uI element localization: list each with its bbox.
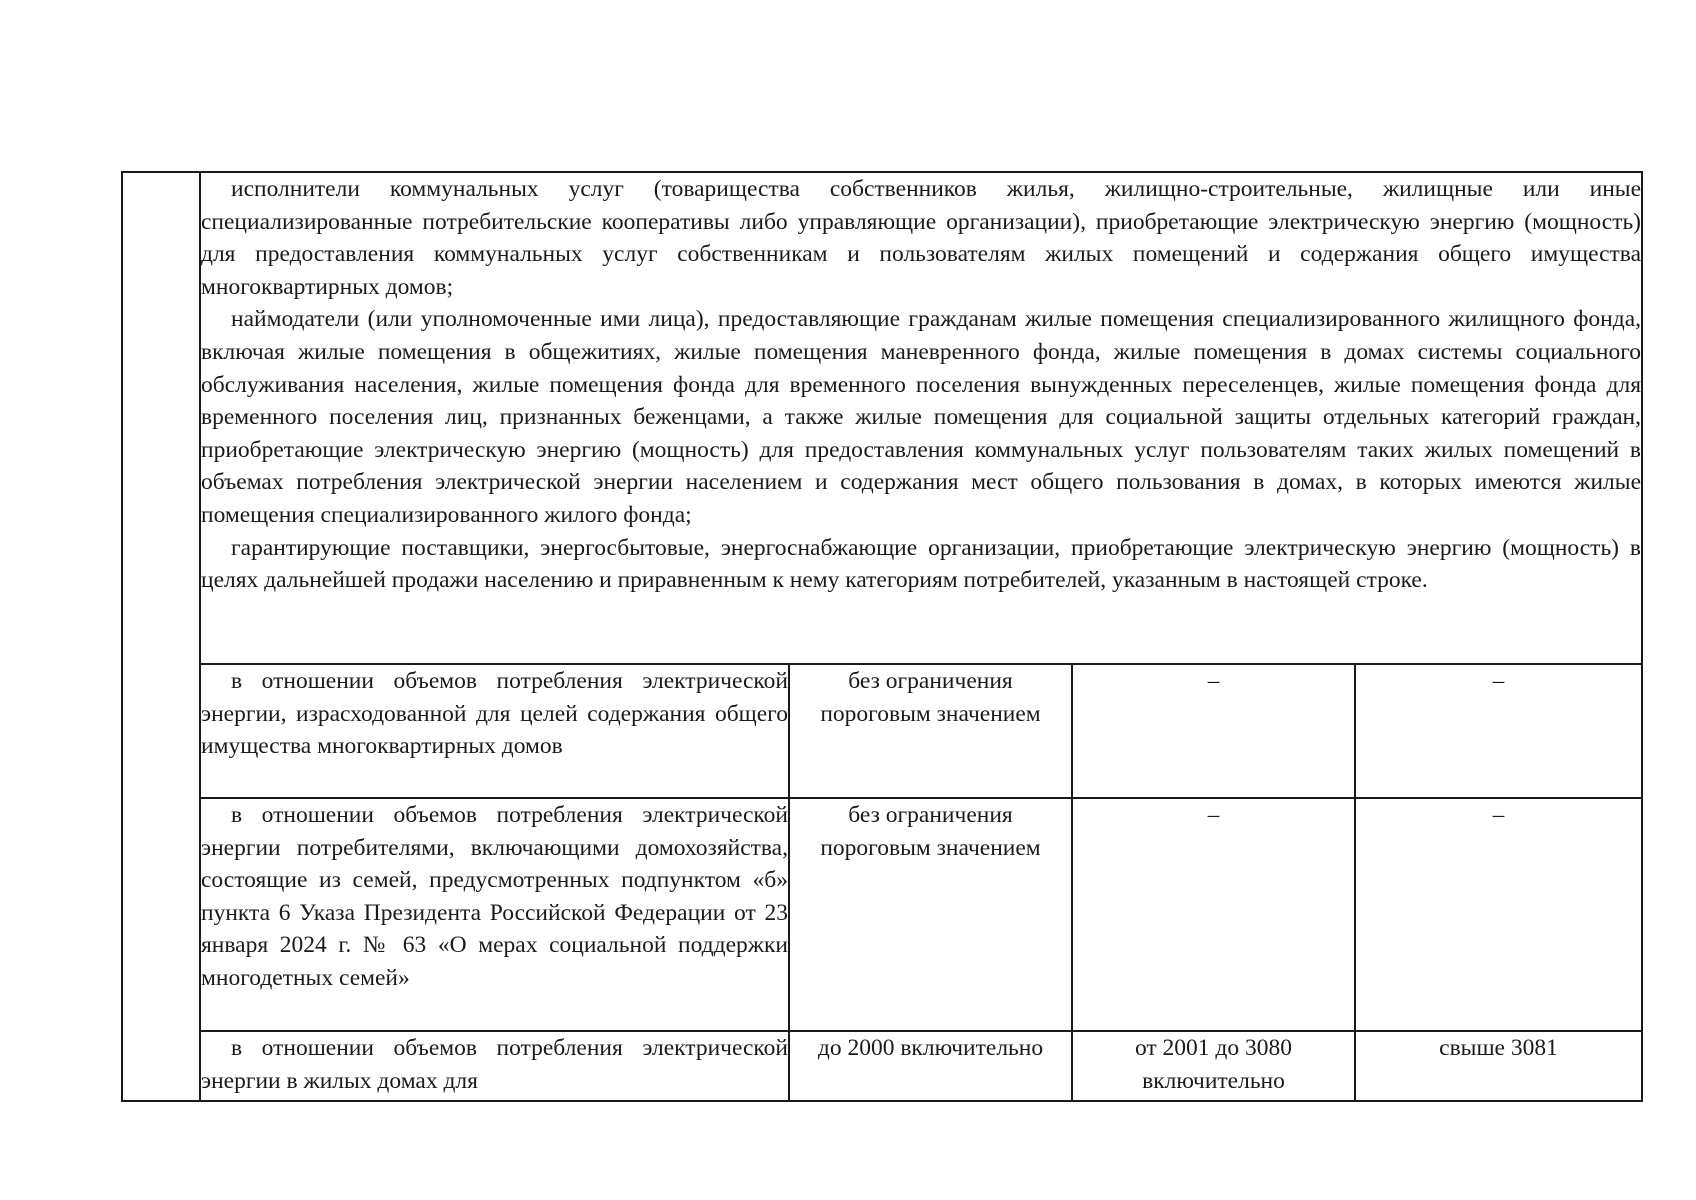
upper-cell [1355, 664, 1642, 798]
threshold-cell [789, 664, 1072, 798]
row-description-text: в отношении объемов потребления электрической энергии в жилых домах для [201, 1035, 788, 1094]
upper-cell [1355, 1031, 1642, 1101]
row-description [200, 1031, 789, 1101]
row-description [200, 798, 789, 1031]
row-description-text: в отношении объемов потребления электрической энергии потребителями, включающими домохозяйства, состоящие из семей, предусмотренных подпунктом «б» пункта 6 Указа Президента Российской Федерации от 23 января 2024 г. № 63 «О мерах социальной поддержки многодетных семей» [201, 802, 788, 991]
range-cell [1072, 798, 1355, 1031]
row-description-text: в отношении объемов потребления электрической энергии, израсходованной для целей содержания общего имущества многоквартирных домов [201, 668, 788, 760]
row-number-cell [122, 172, 200, 1101]
table-row [122, 798, 1642, 1031]
row-description [200, 664, 789, 798]
dash-value: – [1207, 802, 1220, 827]
threshold-cell [789, 798, 1072, 1031]
intro-cell [200, 172, 1642, 664]
table-row [122, 664, 1642, 798]
threshold-value: без ограничения пороговым значением [820, 668, 1041, 727]
dash-value: – [1207, 668, 1220, 693]
tariff-table [121, 171, 1643, 1102]
range-cell [1072, 664, 1355, 798]
upper-cell [1355, 798, 1642, 1031]
range-cell [1072, 1031, 1355, 1101]
table-row [122, 172, 1642, 664]
upper-value: свыше 3081 [1439, 1035, 1558, 1061]
table-row [122, 1031, 1642, 1101]
threshold-value: до 2000 включительно [817, 1035, 1044, 1061]
paragraph-utility-providers: исполнители коммунальных услуг (товарищества собственников жилья, жилищно-строительные, жилищные или иные специализированные потребительские кооперативы либо управляющие организации), приобретающие электрическую энергию (мощность) для предоставления коммунальных услуг собственникам и пользователям жилых помещений и содержания общего имущества многоквартирных домов; [201, 176, 1642, 300]
dash-value: – [1492, 802, 1505, 827]
range-value: от 2001 до 3080 включительно [1134, 1035, 1293, 1094]
threshold-value: без ограничения пороговым значением [820, 802, 1041, 861]
dash-value: – [1492, 668, 1505, 693]
paragraph-landlords: наймодатели (или уполномоченные ими лица), предоставляющие гражданам жилые помещения специализированного жилищного фонда, включая жилые помещения в общежитиях, жилые помещения маневренного фонда, жилые помещения в домах системы социального обслуживания населения, жилые помещения фонда для временного поселения вынужденных переселенцев, жилые помещения фонда для временного поселения лиц, признанных беженцами, а также жилые помещения для социальной защиты отдельных категорий граждан, приобретающие электрическую энергию (мощность) для предоставления коммунальных услуг пользователям таких жилых помещений в объемах потребления электрической энергии населением и содержания мест общего пользования в домах, в которых имеются жилые помещения специализированного жилого фонда; [201, 306, 1642, 528]
paragraph-suppliers: гарантирующие поставщики, энергосбытовые, энергоснабжающие организации, приобретающие электрическую энергию (мощность) в целях дальнейшей продажи населению и приравненным к нему категориям потребителей, указанным в настоящей строке. [201, 534, 1642, 594]
threshold-cell [789, 1031, 1072, 1101]
